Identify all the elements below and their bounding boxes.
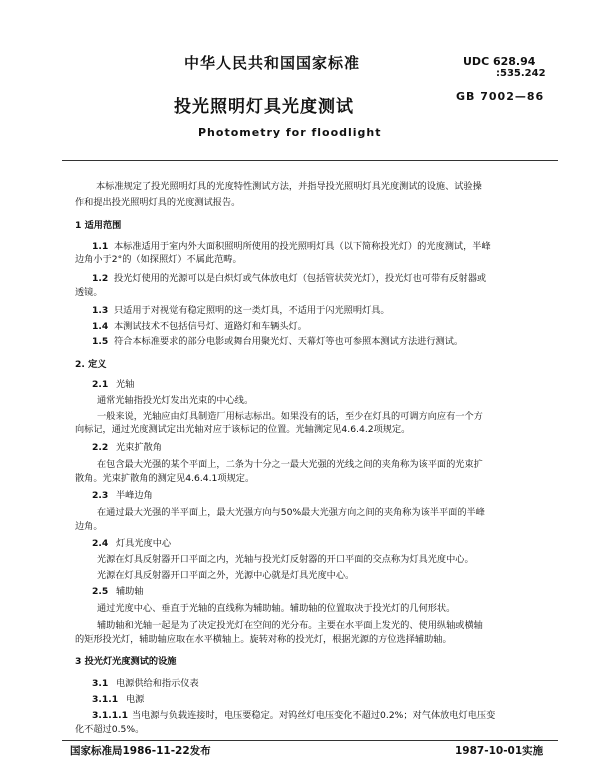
clause-text: 符合本标准要求的部分电影或舞台用聚光灯、天幕灯等也可参照本测试方法进行测试。 <box>114 336 464 347</box>
footer-divider <box>62 740 558 741</box>
section-1-heading: 1 适用范围 <box>75 220 122 231</box>
clause-number: 2.1 <box>92 379 109 390</box>
document-title-english: Photometry for floodlight <box>198 126 382 139</box>
clause-2-1-text: 通常光轴指投光灯发出光束的中心线。 <box>97 395 254 406</box>
clause-3-1-1-1-cont: 化不超过0.5%。 <box>75 724 145 735</box>
udc-code: UDC 628.94 <box>463 55 536 68</box>
clause-1-3 <box>92 304 390 317</box>
clause-2-2 <box>92 441 162 454</box>
issue-date: 国家标准局1986-11-22发布 <box>70 745 211 757</box>
clause-title: 光束扩散角 <box>116 442 162 453</box>
clause-number: 1.3 <box>92 305 109 316</box>
udc-code-suffix: :535.242 <box>496 68 546 79</box>
effective-date: 1987-10-01实施 <box>455 745 544 757</box>
clause-title: 电源供给和指示仪表 <box>116 678 199 689</box>
clause-2-3 <box>92 489 153 502</box>
clause-3-1-1 <box>92 693 144 706</box>
clause-text: 本测试技术不包括信号灯、道路灯和车辆头灯。 <box>114 321 307 332</box>
clause-text: 本标准适用于室内外大面积照明所使用的投光照明灯具（以下简称投光灯）的光度测试，半峰 <box>114 241 491 252</box>
clause-2-5 <box>92 585 144 598</box>
clause-title: 灯具光度中心 <box>116 538 172 549</box>
clause-1-2 <box>92 272 486 285</box>
section-2-heading: 2. 定义 <box>75 359 107 370</box>
section-3-heading: 3 投光灯光度测试的设施 <box>75 656 177 667</box>
clause-1-1 <box>92 240 491 253</box>
clause-text: 投光灯使用的光源可以是白炽灯或气体放电灯（包括管状荧光灯），投光灯也可带有反射器或 <box>114 273 487 284</box>
clause-3-1 <box>92 677 199 690</box>
clause-number: 2.2 <box>92 442 109 453</box>
clause-number: 2.4 <box>92 538 109 549</box>
clause-title: 光轴 <box>116 379 135 390</box>
clause-2-2-text: 在包含最大光强的某个平面上，二条为十分之一最大光强的光线之间的夹角称为该平面的光束扩 <box>97 459 483 470</box>
clause-title: 电源 <box>126 694 145 705</box>
clause-number: 1.2 <box>92 273 109 284</box>
clause-number: 2.5 <box>92 586 109 597</box>
clause-3-1-1-1 <box>92 709 495 722</box>
clause-2-3-text-cont: 边角。 <box>75 521 103 532</box>
clause-1-1-cont: 边角小于2°的（如探照灯）不属此范畴。 <box>75 254 242 265</box>
clause-title: 辅助轴 <box>116 586 144 597</box>
clause-1-4 <box>92 320 307 333</box>
clause-text: 只适用于对视觉有稳定照明的这一类灯具，不适用于闪光照明灯具。 <box>114 305 390 316</box>
clause-title: 半峰边角 <box>116 490 153 501</box>
clause-number: 3.1 <box>92 678 109 689</box>
clause-2-1-para2: 一般来说，光轴应由灯具制造厂用标志标出。如果没有的话，至少在灯具的可调方向应有一个方 <box>97 411 483 422</box>
intro-line-1: 本标准规定了投光照明灯具的光度特性测试方法，并指导投光照明灯具光度测试的设施、试验操 <box>96 181 482 192</box>
clause-number: 3.1.1.1 <box>92 710 129 721</box>
clause-number: 1.1 <box>92 241 109 252</box>
clause-number: 1.4 <box>92 321 109 332</box>
clause-text: 当电源与负载连接时，电压要稳定。对钨丝灯电压变化不超过0.2%；对气体放电灯电压变 <box>132 710 496 721</box>
standard-category-title: 中华人民共和国国家标准 <box>184 54 361 72</box>
clause-2-1-para2-cont: 向标记，通过光度测试定出光轴对应于该标记的位置。光轴测定见4.6.4.2项规定。 <box>75 424 411 435</box>
gb-standard-number: GB 7002—86 <box>456 90 545 103</box>
clause-2-4 <box>92 537 171 550</box>
clause-1-2-cont: 透镜。 <box>75 287 103 298</box>
intro-line-2: 作和提出投光照明灯具的光度测试报告。 <box>75 197 241 208</box>
clause-2-5-text-1: 通过光度中心、垂直于光轴的直线称为辅助轴。辅助轴的位置取决于投光灯的几何形状。 <box>97 603 456 614</box>
clause-number: 1.5 <box>92 336 109 347</box>
clause-2-4-text-1: 光源在灯具反射器开口平面之内，光轴与投光灯反射器的开口平面的交点称为灯具光度中心。 <box>97 554 474 565</box>
header-divider <box>62 160 558 161</box>
clause-2-5-text-2: 辅助轴和光轴一起是为了决定投光灯在空间的光分布。主要在水平面上发光的、使用纵轴或横轴 <box>97 620 483 631</box>
clause-2-1 <box>92 378 134 391</box>
clause-2-4-text-2: 光源在灯具反射器开口平面之外，光源中心就是灯具光度中心。 <box>97 570 355 581</box>
clause-2-5-text-2-cont: 的矩形投光灯，辅助轴应取在水平横轴上。旋转对称的投光灯，根据光源的方位选择辅助轴。 <box>75 634 452 645</box>
clause-number: 2.3 <box>92 490 109 501</box>
document-title: 投光照明灯具光度测试 <box>174 97 354 117</box>
clause-number: 3.1.1 <box>92 694 119 705</box>
clause-2-3-text: 在通过最大光强的半平面上，最大光强方向与50%最大光强方向之间的夹角称为该半平面的半峰 <box>97 507 485 518</box>
clause-1-5 <box>92 335 463 348</box>
clause-2-2-text-cont: 散角。光束扩散角的测定见4.6.4.1项规定。 <box>75 473 255 484</box>
